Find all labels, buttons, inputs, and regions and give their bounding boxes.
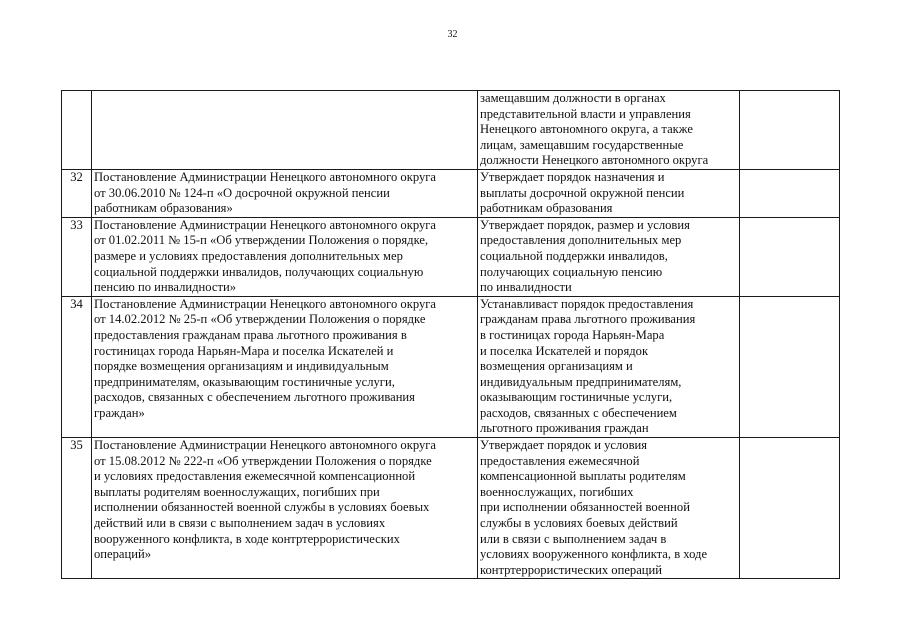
content-line: расходов, связанных с обеспечением: [480, 405, 677, 420]
legal-act-line: от 01.02.2011 № 15-п «Об утверждении Положения о порядке,: [94, 233, 429, 248]
row-number: 34: [70, 296, 83, 311]
content-line: получающих социальную пенсию: [480, 264, 663, 279]
legal-act-line: предпринимателям, оказывающим гостиничные услуги,: [94, 374, 395, 389]
legal-act-line: Постановление Администрации Ненецкого автономного округа: [94, 169, 437, 184]
content-line: должности Ненецкого автономного округа: [480, 153, 709, 168]
legal-act-line: от 14.02.2012 № 25-п «Об утверждении Положения о порядке: [94, 312, 426, 327]
content-line: Устанавливаст порядок предоставления: [480, 296, 694, 311]
row-number-cell: [62, 296, 92, 437]
legal-act-line: Постановление Администрации Ненецкого автономного округа: [94, 438, 437, 453]
content-cell: [478, 91, 740, 170]
content-line: компенсационной выплаты родителям: [480, 469, 686, 484]
row-number: 33: [70, 217, 83, 232]
row-number-cell: [62, 217, 92, 296]
content-line: предоставления ежемесячной: [480, 453, 640, 468]
legal-act-line: социальной поддержки инвалидов, получающих социальную: [94, 264, 424, 279]
content-line: предоставления дополнительных мер: [480, 233, 682, 248]
legal-act-line: предоставления гражданам права льготного проживания в: [94, 327, 407, 342]
content-cell: [478, 169, 740, 217]
row-number-cell: [62, 438, 92, 579]
content-line: условиях вооруженного конфликта, в ходе: [480, 547, 708, 562]
legal-act-cell: [92, 169, 478, 217]
content-line: контртеррористических операций: [480, 562, 663, 577]
legal-act-cell: [92, 91, 478, 170]
note-cell: [740, 296, 840, 437]
legal-act-line: гостиницах города Нарьян-Мара и поселка Искателей и: [94, 343, 394, 358]
table-row: [62, 438, 840, 579]
legal-act-line: операций»: [94, 547, 152, 562]
content-line: в гостиницах города Нарьян-Мара: [480, 327, 665, 342]
content-line: Ненецкого автономного округа, а также: [480, 122, 693, 137]
legal-act-line: Постановление Администрации Ненецкого автономного округа: [94, 296, 437, 311]
legal-act-line: Постановление Администрации Ненецкого автономного округа: [94, 217, 437, 232]
content-line: Утверждает порядок и условия: [480, 438, 648, 453]
content-line: и поселка Искателей и порядок: [480, 343, 649, 358]
legal-act-line: порядке возмещения организациям и индивидуальным: [94, 359, 389, 374]
content-line: замещавшим должности в органах: [480, 91, 666, 105]
content-line: оказывающим гостиничные услуги,: [480, 390, 673, 405]
content-line: по инвалидности: [480, 280, 572, 295]
content-line: службы в условиях боевых действий: [480, 516, 678, 531]
note-cell: [740, 438, 840, 579]
content-line: при исполнении обязанностей военной: [480, 500, 690, 515]
content-line: возмещения организациям и: [480, 359, 633, 374]
legal-act-line: вооруженного конфликта, в ходе контртеррористических: [94, 531, 400, 546]
legal-act-line: от 15.08.2012 № 222-п «Об утверждении Положения о порядке: [94, 453, 432, 468]
content-line: или в связи с выполнением задач в: [480, 531, 667, 546]
content-cell: [478, 438, 740, 579]
content-line: лицам, замещавшим государственные: [480, 137, 684, 152]
content-line: льготного проживания граждан: [480, 421, 649, 436]
table-row: [62, 91, 840, 170]
content-cell: [478, 217, 740, 296]
row-number-cell: [62, 169, 92, 217]
legal-act-line: и условиях предоставления ежемесячной компенсационной: [94, 469, 416, 484]
legal-act-line: от 30.06.2010 № 124-п «О досрочной окружной пенсии: [94, 185, 390, 200]
content-line: работникам образования: [480, 201, 613, 216]
content-line: гражданам права льготного проживания: [480, 312, 696, 327]
page-number: 32: [447, 29, 458, 40]
table-row: [62, 296, 840, 437]
legal-act-cell: [92, 296, 478, 437]
content-line: военнослужащих, погибших: [480, 484, 634, 499]
legal-act-line: граждан»: [94, 405, 145, 420]
note-cell: [740, 169, 840, 217]
row-number: 35: [70, 438, 83, 453]
legal-act-line: пенсию по инвалидности»: [94, 280, 237, 295]
table-row: [62, 217, 840, 296]
legal-act-line: выплаты родителям военнослужащих, погибших при: [94, 484, 380, 499]
legal-act-line: действий или в связи с выполнением задач в условиях: [94, 516, 386, 531]
content-line: выплаты досрочной окружной пенсии: [480, 185, 685, 200]
table-row: [62, 169, 840, 217]
content-cell: [478, 296, 740, 437]
legal-act-line: работникам образования»: [94, 201, 233, 216]
content-line: социальной поддержки инвалидов,: [480, 248, 668, 263]
legal-act-line: исполнении обязанностей военной службы в условиях боевых: [94, 500, 430, 515]
row-number-cell: [62, 91, 92, 170]
row-number: 32: [70, 169, 83, 184]
legal-act-cell: [92, 217, 478, 296]
content-line: представительной власти и управления: [480, 106, 691, 121]
content-line: Утверждает порядок назначения и: [480, 169, 665, 184]
legal-act-line: размере и условиях предоставления дополнительных мер: [94, 248, 403, 263]
content-line: индивидуальным предпринимателям,: [480, 374, 682, 389]
content-line: Утверждает порядок, размер и условия: [480, 217, 690, 232]
note-cell: [740, 217, 840, 296]
legal-act-cell: [92, 438, 478, 579]
note-cell: [740, 91, 840, 170]
legal-act-line: расходов, связанных с обеспечением льготного проживания: [94, 390, 415, 405]
legal-acts-table: [61, 90, 840, 579]
table-body: [62, 91, 840, 579]
